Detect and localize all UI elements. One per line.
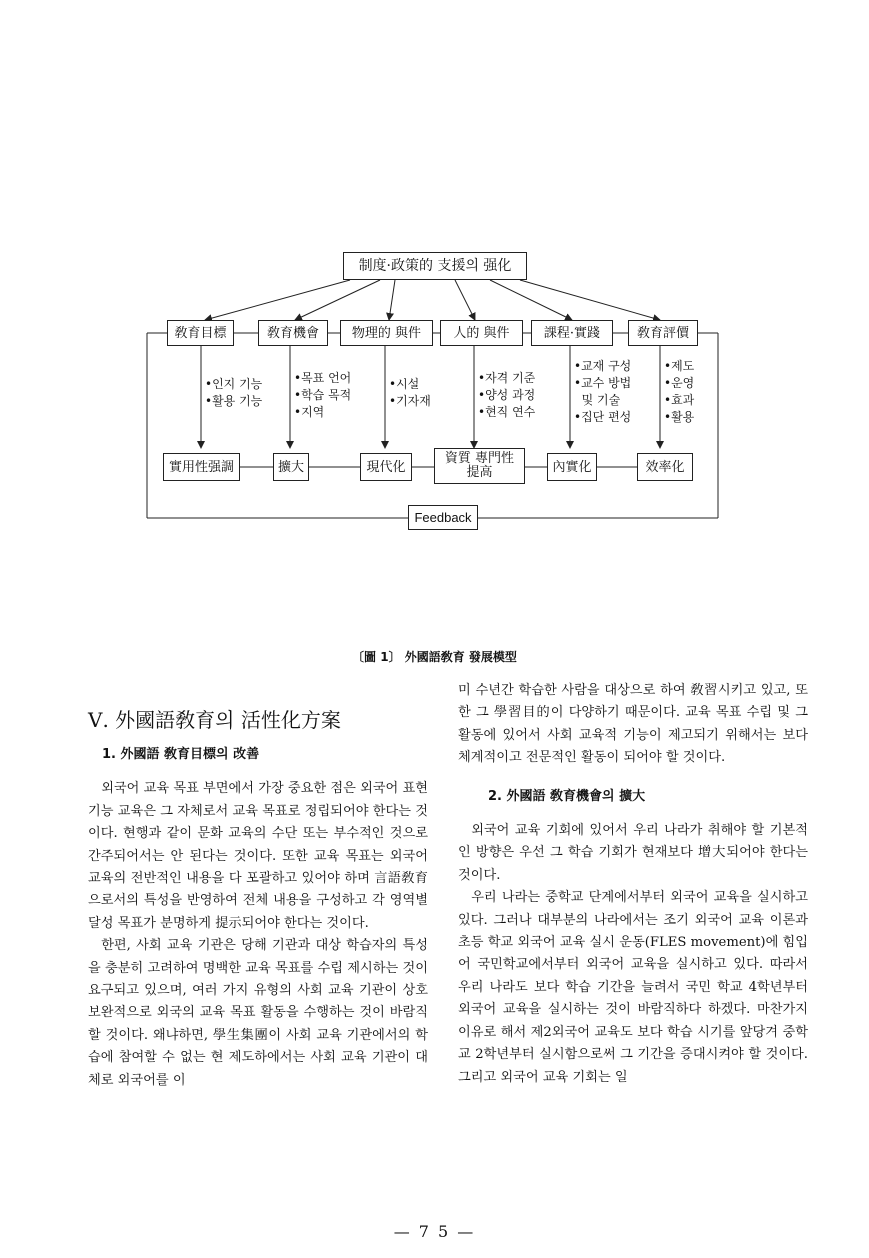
subsection-title-2: 2. 外國語 敎育機會의 擴大 bbox=[488, 788, 646, 804]
figure-caption: 〔圖 1〕 外國語敎育 發展模型 bbox=[352, 650, 517, 664]
right-column bbox=[458, 680, 808, 1089]
paragraph: 외국어 교육 목표 부면에서 가장 중요한 점은 외국어 표현 기능 교육은 그 자체로서 교육 목표로 정립되어야 한다는 것이다. 현행과 같이 문화 교육의 수단 또는 부수적인 것으로 간주되어서는 안 된다는 것이다. 또한 교육 목표는 외국어 교육의 전반적인 내용을 다 포괄하고 있어야 하며 言語敎育으로서의 특성을 반영하여 전체 내용을 구성하고 각 영역별 달성 목표가 분명하게 提示되어야 한다는 것이다. bbox=[88, 781, 428, 931]
node-expansion: 擴大 bbox=[273, 453, 309, 481]
education-development-model-diagram bbox=[0, 0, 869, 560]
bullet-item: •효과 bbox=[664, 393, 695, 407]
bullet-item: •활용 bbox=[664, 410, 695, 424]
bullet-item: 및 기술 bbox=[574, 393, 621, 407]
bullet-item: •학습 목적 bbox=[294, 388, 352, 402]
bullet-item: •운영 bbox=[664, 376, 695, 390]
node-qualification-enhancement: 資質 專門性 提高 bbox=[434, 448, 525, 484]
bullet-item: •교수 방법 bbox=[574, 376, 632, 390]
node-substantiation: 內實化 bbox=[547, 453, 597, 481]
bullets-goals bbox=[205, 376, 262, 410]
node-education-opportunity: 敎育機會 bbox=[258, 320, 328, 346]
bullet-item: •교재 구성 bbox=[574, 359, 632, 373]
node-curriculum-practice: 課程·實踐 bbox=[531, 320, 613, 346]
paragraph: 미 수년간 학습한 사람을 대상으로 하여 敎習시키고 있고, 또한 그 學習目的이 다양하기 때문이다. 교육 목표 수립 및 그 활동에 있어서 사회 교육적 기능이 제고되기 위해서는 보다 체계적이고 전문적인 활동이 되어야 할 것이다. bbox=[458, 683, 808, 766]
page-number: — 7 5 — bbox=[393, 1222, 476, 1241]
bullets-human bbox=[478, 370, 535, 421]
bullets-physical bbox=[389, 376, 431, 410]
paragraph: 외국어 교육 기회에 있어서 우리 나라가 취해야 할 기본적인 방향은 우선 그 학습 기회가 현재보다 增大되어야 한다는 것이다. bbox=[458, 823, 808, 883]
subsection-title-1: 1. 外國語 敎育目標의 改善 bbox=[102, 747, 260, 762]
top-node-policy-support: 制度·政策的 支援의 强化 bbox=[343, 252, 527, 280]
node-feedback: Feedback bbox=[408, 505, 478, 530]
node-modernization: 現代化 bbox=[360, 453, 412, 481]
bullet-item: •기자재 bbox=[389, 394, 431, 408]
left-column bbox=[88, 706, 428, 1092]
bullet-item: •지역 bbox=[294, 405, 325, 419]
paragraph: 한편, 사회 교육 기관은 당해 기관과 대상 학습자의 특성을 충분히 고려하여 명백한 교육 목표를 수립 제시하는 것이 요구되고 있으며, 여러 가지 유형의 사회 교육 기관이 상호 보완적으로 외국의 교육 목표 활동을 수행하는 것이 바람직할 것이다. 왜냐하면, 學生集團이 사회 교육 기관에서의 학습에 참여할 수 없는 현 제도하에서는 사회 교육 기관이 대체로 외국어를 이 bbox=[88, 938, 428, 1088]
node-education-evaluation: 敎育評價 bbox=[628, 320, 698, 346]
bullet-item: •인지 기능 bbox=[205, 377, 263, 391]
paragraph: 우리 나라는 중학교 단계에서부터 외국어 교육을 실시하고 있다. 그러나 대부분의 나라에서는 조기 외국어 교육 이론과 초등 학교 외국어 교육 실시 운동(FLES movement)에 힘입어 국민학교에서부터 외국어 교육을 실시하고 있다. 따라서 우리 나라도 보다 학습 기간을 늘려서 국민 학교 4학년부터 외국어 교육을 실시하는 것이 바람직하다 하겠다. 마찬가지 이유로 해서 제2외국어 교육도 보다 학습 시기를 앞당겨 중학교 2학년부터 실시함으로써 그 기간을 증대시켜야 할 것이다. 그리고 외국어 교육 기회는 일 bbox=[458, 890, 808, 1085]
node-physical-conditions: 物理的 與件 bbox=[340, 320, 433, 346]
bullets-curriculum bbox=[574, 358, 631, 426]
node-efficiency: 效率化 bbox=[637, 453, 693, 481]
bullets-evaluation bbox=[664, 358, 694, 426]
node-practicality-emphasis: 實用性强調 bbox=[163, 453, 240, 481]
bullets-opportunity bbox=[294, 370, 351, 421]
bullet-item: •활용 기능 bbox=[205, 394, 263, 408]
bullet-item: •시설 bbox=[389, 377, 420, 391]
bullet-item: •제도 bbox=[664, 359, 695, 373]
bullet-item: •현직 연수 bbox=[478, 405, 536, 419]
bullet-item: •목표 언어 bbox=[294, 371, 352, 385]
bullet-item: •자격 기준 bbox=[478, 371, 536, 385]
node-education-goals: 敎育目標 bbox=[167, 320, 234, 346]
node-human-conditions: 人的 與件 bbox=[440, 320, 523, 346]
section-title: Ⅴ. 外國語敎育의 活性化方案 bbox=[88, 708, 341, 732]
bullet-item: •양성 과정 bbox=[478, 388, 536, 402]
bullet-item: •집단 편성 bbox=[574, 410, 632, 424]
